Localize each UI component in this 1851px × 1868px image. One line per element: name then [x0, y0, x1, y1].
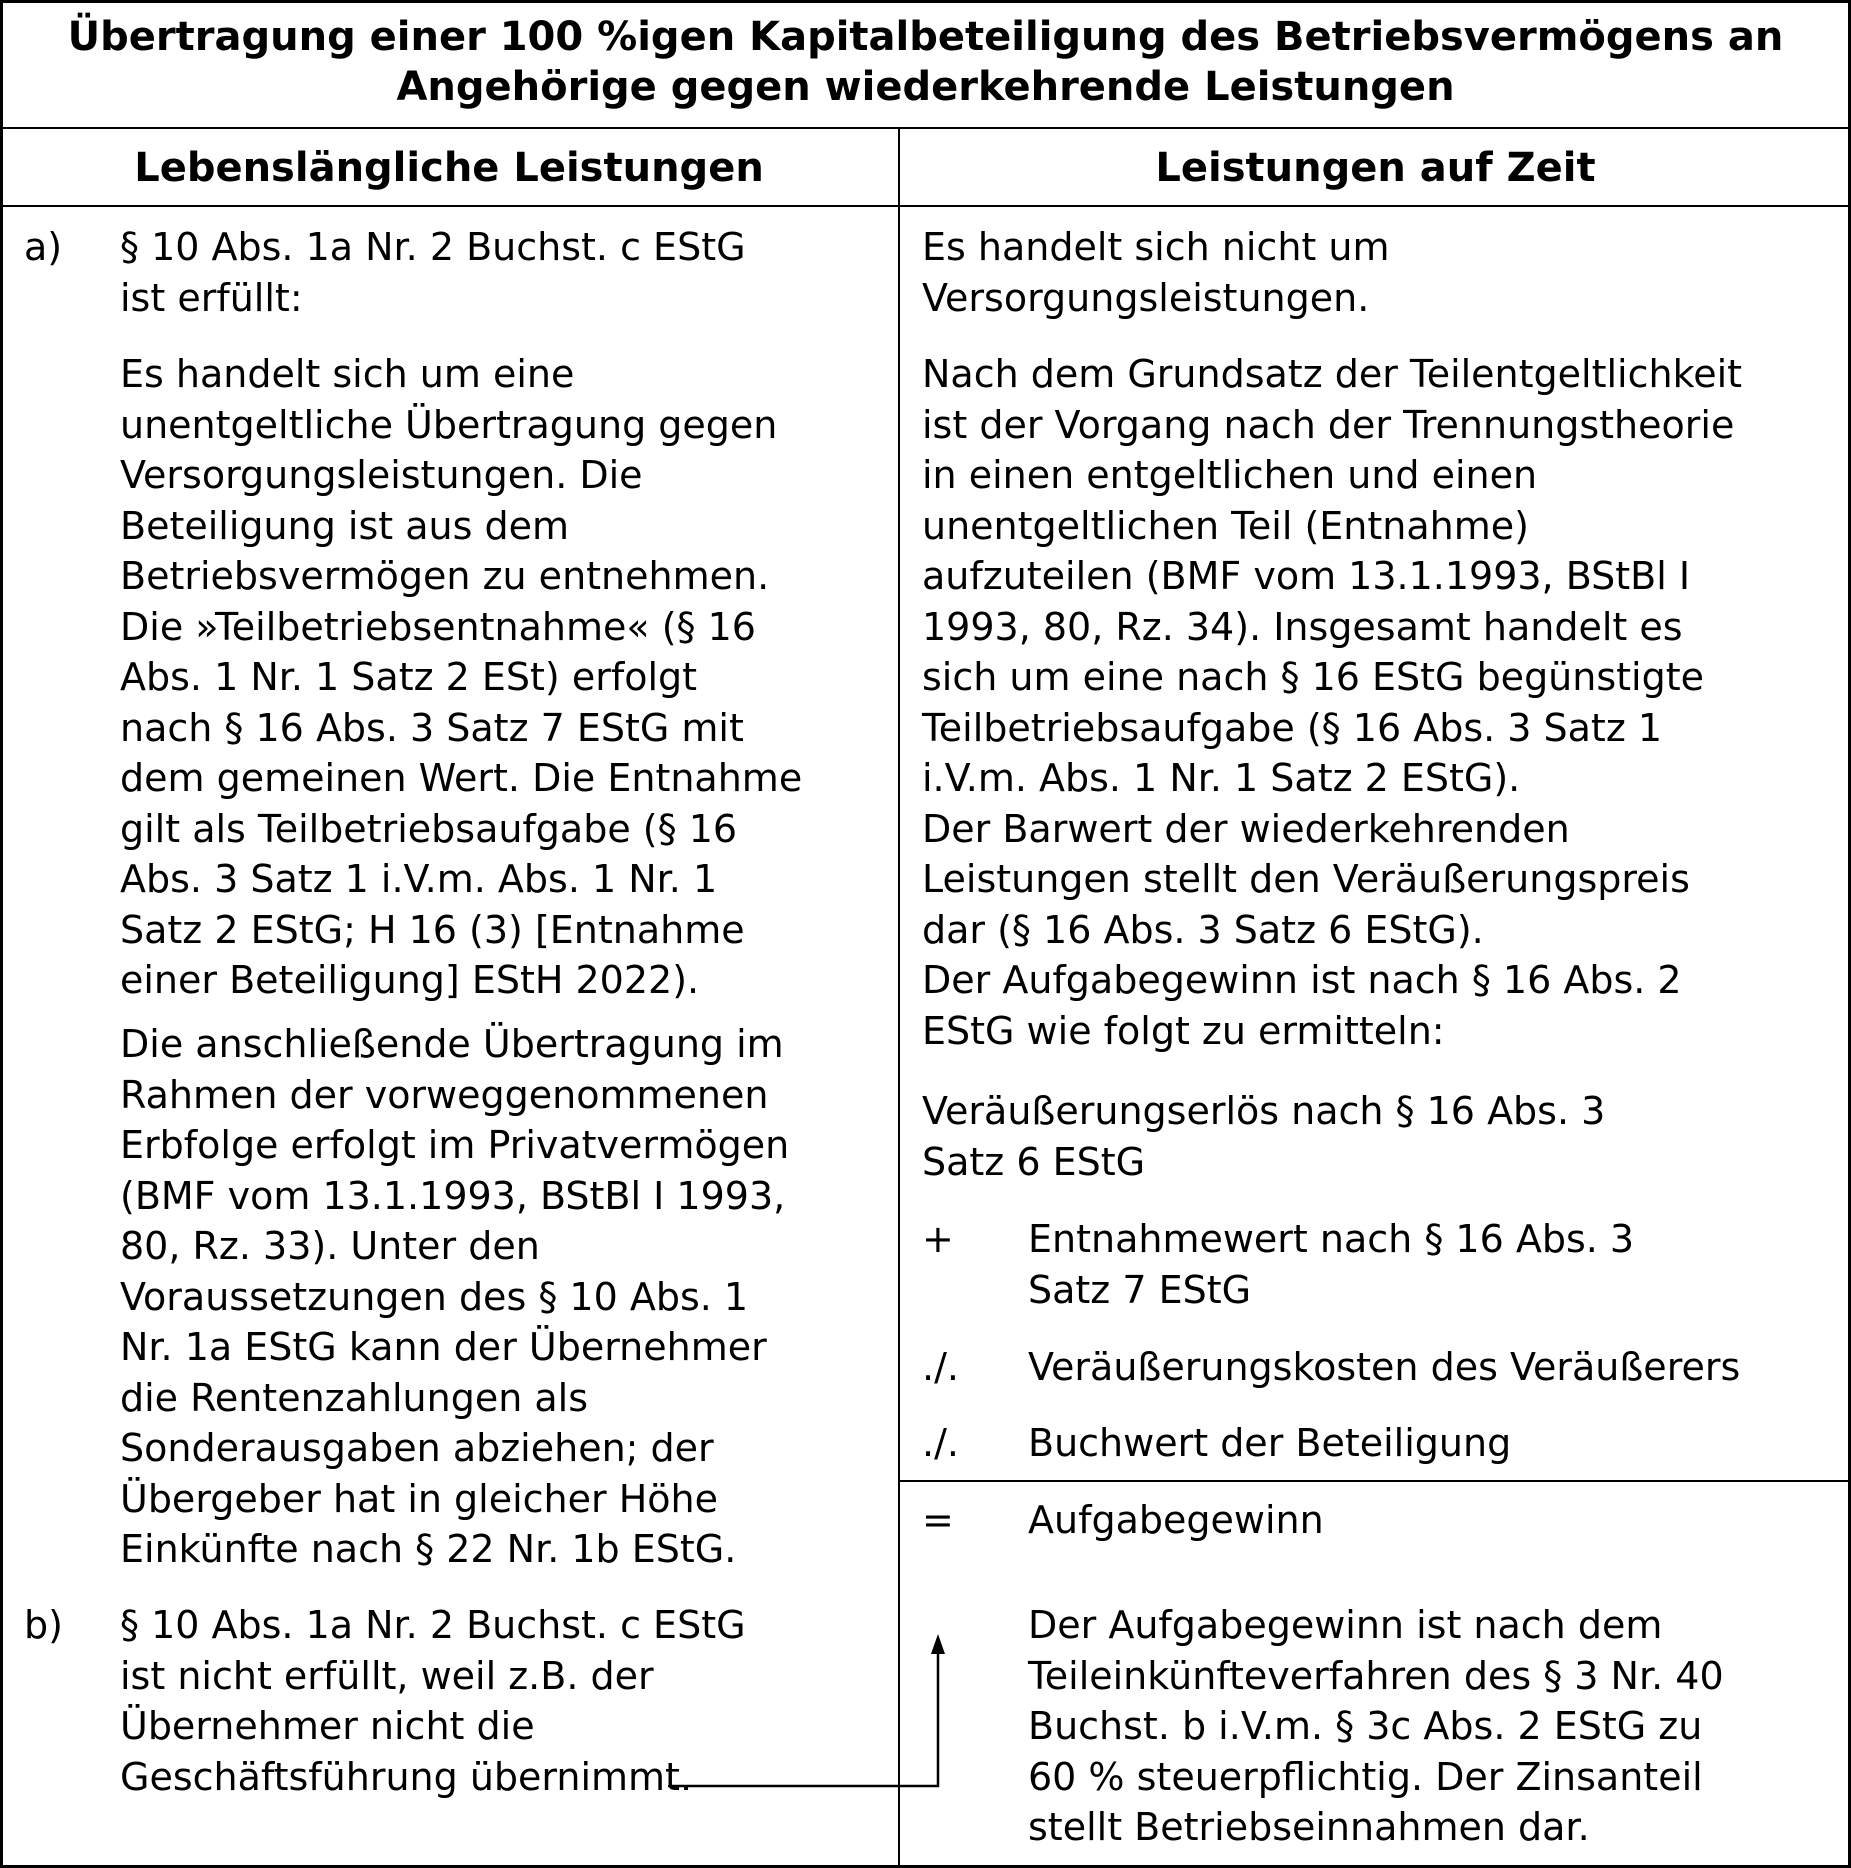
- text-line: 80, Rz. 33). Unter den: [120, 1224, 540, 1268]
- left-a-explanation: [120, 349, 802, 1006]
- text-line: unentgeltliche Übertragung gegen: [120, 402, 778, 447]
- text-line: Beteiligung ist aus dem: [120, 503, 569, 548]
- text-line: Der Barwert der wiederkehrenden: [922, 806, 1570, 851]
- text-line: Versorgungsleistungen.: [922, 275, 1370, 320]
- calc-item-disposal-costs: [1028, 1342, 1740, 1393]
- divider-title: [0, 127, 1851, 129]
- text-line: Aufgabegewinn: [1028, 1498, 1324, 1542]
- text-line: gilt als Teilbetriebsaufgabe (§ 16: [120, 806, 738, 851]
- divider-headers: [0, 205, 1851, 207]
- text-line: Nr. 1a EStG kann der Übernehmer: [120, 1325, 767, 1369]
- right-tax-note: [1028, 1600, 1724, 1853]
- text-line: Der Aufgabegewinn ist nach dem: [1028, 1603, 1663, 1647]
- text-line: (BMF vom 13.1.1993, BStBl I 1993,: [120, 1173, 786, 1218]
- text-line: Rahmen der vorweggenommenen: [120, 1072, 769, 1117]
- text-line: Es handelt sich nicht um: [922, 225, 1390, 269]
- divider-result: [898, 1480, 1851, 1482]
- text-line: § 10 Abs. 1a Nr. 2 Buchst. c EStG: [120, 1603, 746, 1647]
- text-line: sich um eine nach § 16 EStG begünstigte: [922, 655, 1705, 699]
- calc-operator: =: [922, 1498, 954, 1542]
- text-line: Es handelt sich um eine: [120, 352, 575, 396]
- text-line: ist der Vorgang nach der Trennungstheorie: [922, 402, 1735, 447]
- text-line: ist nicht erfüllt, weil z.B. der: [120, 1653, 654, 1698]
- calc-item-withdrawal-value: [1028, 1214, 1634, 1315]
- text-line: Buchwert der Beteiligung: [1028, 1421, 1512, 1465]
- text-line: Erbfolge erfolgt im Privatvermögen: [120, 1123, 790, 1167]
- text-line: 60 % steuerpflichtig. Der Zinsanteil: [1028, 1754, 1703, 1799]
- text-line: unentgeltlichen Teil (Entnahme): [922, 503, 1529, 548]
- right-proceeds: [922, 1086, 1605, 1187]
- text-line: Nach dem Grundsatz der Teilentgeltlichkeit: [922, 352, 1743, 396]
- right-intro: [922, 222, 1390, 323]
- text-line: Veräußerungskosten des Veräußerers: [1028, 1345, 1741, 1389]
- text-line: nach § 16 Abs. 3 Satz 7 EStG mit: [120, 705, 744, 750]
- text-line: Voraussetzungen des § 10 Abs. 1: [120, 1274, 749, 1319]
- text-line: Der Aufgabegewinn ist nach § 16 Abs. 2: [922, 958, 1682, 1002]
- divider-columns: [898, 127, 900, 1868]
- right-explanation: [922, 349, 1742, 1056]
- text-line: § 10 Abs. 1a Nr. 2 Buchst. c EStG: [120, 225, 746, 269]
- left-b-condition: [120, 1600, 746, 1802]
- text-line: Versorgungsleistungen. Die: [120, 453, 643, 497]
- left-a-condition: [120, 222, 746, 323]
- marker-a: a): [24, 225, 63, 269]
- marker-b: b): [24, 1603, 63, 1647]
- calc-operator: ./.: [922, 1421, 959, 1465]
- text-line: einer Beteiligung] EStH 2022).: [120, 958, 700, 1002]
- text-line: ist erfüllt:: [120, 275, 303, 320]
- text-line: Einkünfte nach § 22 Nr. 1b EStG.: [120, 1527, 737, 1571]
- header-lifelong: Lebenslängliche Leistungen: [134, 145, 764, 191]
- text-line: Geschäftsführung übernimmt.: [120, 1754, 693, 1799]
- calc-item-result: [1028, 1495, 1324, 1546]
- text-line: dem gemeinen Wert. Die Entnahme: [120, 756, 803, 800]
- text-line: Abs. 3 Satz 1 i.V.m. Abs. 1 Nr. 1: [120, 857, 718, 901]
- text-line: die Rentenzahlungen als: [120, 1375, 589, 1420]
- text-line: Abs. 1 Nr. 1 Satz 2 ESt) erfolgt: [120, 655, 698, 699]
- text-line: Übergeber hat in gleicher Höhe: [120, 1476, 718, 1521]
- header-temporary: Leistungen auf Zeit: [1155, 145, 1596, 191]
- text-line: Die »Teilbetriebsentnahme« (§ 16: [120, 604, 756, 649]
- text-line: EStG wie folgt zu ermitteln:: [922, 1008, 1445, 1053]
- text-line: Veräußerungserlös nach § 16 Abs. 3: [922, 1089, 1606, 1133]
- text-line: dar (§ 16 Abs. 3 Satz 6 EStG).: [922, 907, 1484, 952]
- text-line: Sonderausgaben abziehen; der: [120, 1426, 714, 1470]
- text-line: Teilbetriebsaufgabe (§ 16 Abs. 3 Satz 1: [922, 705, 1663, 750]
- text-line: Betriebsvermögen zu entnehmen.: [120, 554, 770, 598]
- text-line: Satz 7 EStG: [1028, 1267, 1252, 1312]
- calc-operator: +: [922, 1217, 954, 1261]
- text-line: Satz 6 EStG: [922, 1139, 1146, 1184]
- title-line: Angehörige gegen wiederkehrende Leistungen: [396, 64, 1455, 110]
- text-line: i.V.m. Abs. 1 Nr. 1 Satz 2 EStG).: [922, 756, 1521, 800]
- text-line: Übernehmer nicht die: [120, 1704, 535, 1748]
- text-line: aufzuteilen (BMF vom 13.1.1993, BStBl I: [922, 554, 1691, 598]
- text-line: 1993, 80, Rz. 34). Insgesamt handelt es: [922, 604, 1683, 649]
- text-line: Entnahmewert nach § 16 Abs. 3: [1028, 1217, 1635, 1261]
- text-line: Teileinkünfteverfahren des § 3 Nr. 40: [1028, 1653, 1724, 1698]
- text-line: stellt Betriebseinnahmen dar.: [1028, 1805, 1590, 1849]
- left-a-transfer: [120, 1019, 789, 1575]
- text-line: Leistungen stellt den Veräußerungspreis: [922, 857, 1690, 901]
- calc-item-book-value: [1028, 1418, 1511, 1469]
- text-line: Buchst. b i.V.m. § 3c Abs. 2 EStG zu: [1028, 1704, 1703, 1748]
- text-line: Satz 2 EStG; H 16 (3) [Entnahme: [120, 907, 745, 952]
- table-title: [4, 12, 1847, 112]
- calc-operator: ./.: [922, 1345, 959, 1389]
- text-line: Die anschließende Übertragung im: [120, 1022, 784, 1066]
- text-line: in einen entgeltlichen und einen: [922, 453, 1538, 497]
- title-line: Übertragung einer 100 %igen Kapitalbeteiligung des Betriebsvermögens an: [67, 14, 1784, 60]
